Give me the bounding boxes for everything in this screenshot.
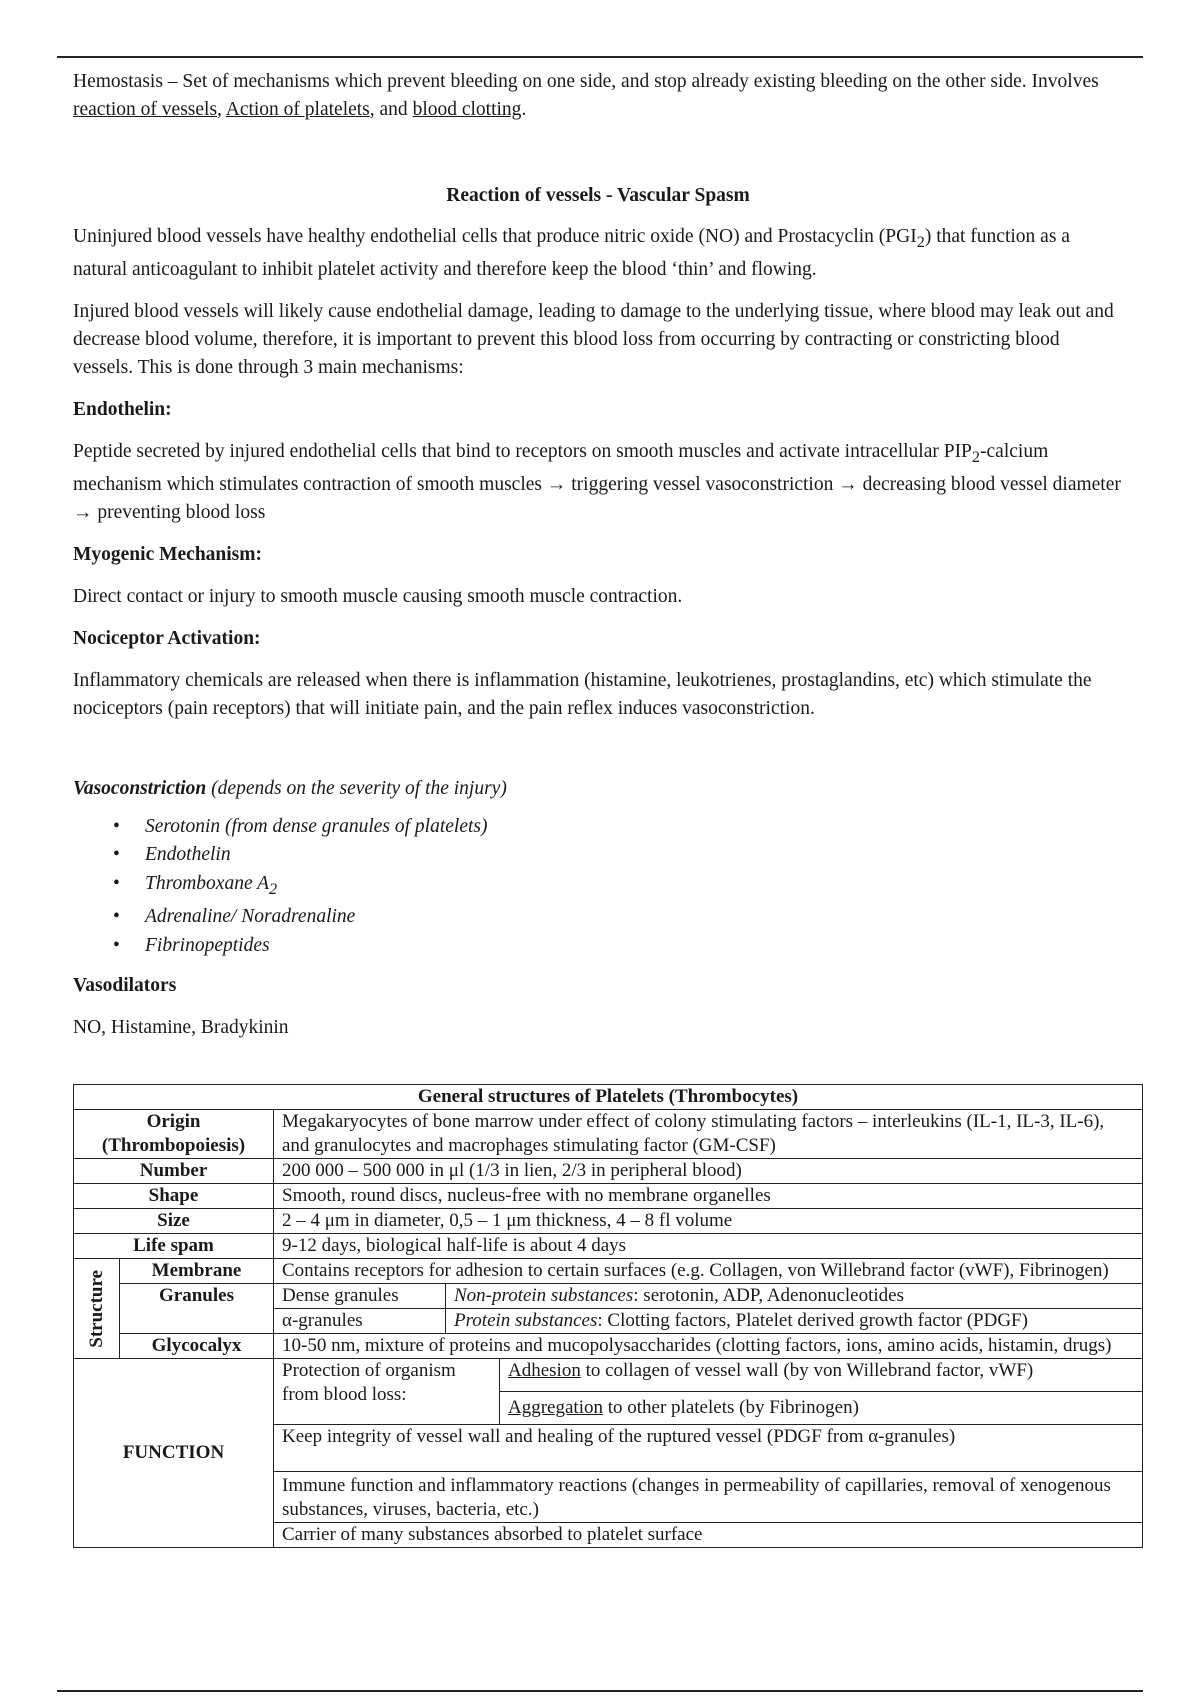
table-title: General structures of Platelets (Thrombocytes)	[74, 1085, 1143, 1110]
adhesion-text: to collagen of vessel wall (by von Willebrand factor, vWF)	[580, 1360, 1034, 1381]
endothelin-paragraph	[73, 438, 1123, 527]
vasoconstrictor-list	[73, 813, 1123, 960]
function-label: FUNCTION	[74, 1359, 274, 1548]
intro-underlined-action-of-platelets: Action of platelets	[225, 99, 370, 120]
vasoconstriction-title: Vasoconstriction	[73, 777, 207, 799]
vasodilators-heading: Vasodilators	[73, 975, 177, 997]
alpha-granules-text: : Clotting factors, Platelet derived growth factor (PDGF)	[597, 1310, 1028, 1331]
bullet-icon: •	[113, 815, 120, 837]
number-label: Number	[74, 1159, 274, 1184]
list-item	[113, 932, 1123, 961]
dense-granules-value	[446, 1284, 1143, 1309]
nociceptor-heading: Nociceptor Activation:	[73, 627, 261, 649]
section-title: Reaction of vessels - Vascular Spasm	[446, 185, 750, 206]
top-rule	[57, 56, 1143, 58]
list-item	[113, 813, 1123, 842]
structure-label-cell	[74, 1259, 120, 1359]
aggregation-underlined: Aggregation	[508, 1397, 603, 1418]
para1-subscript: 2	[916, 232, 925, 251]
bottom-rule	[57, 1690, 1143, 1692]
intro-text: Hemostasis – Set of mechanisms which prevent bleeding on one side, and stop already existing bleeding on the other side. Involves	[73, 71, 1099, 92]
endothelin-heading: Endothelin:	[73, 398, 172, 420]
dense-granules-label: Dense granules	[274, 1284, 446, 1309]
endothelin-text-b: -calcium mechanism which stimulates contraction of smooth muscles → triggering vessel vasoconstriction → decreasing blood vessel diameter → preventing blood loss	[73, 440, 1121, 523]
nociceptor-paragraph: Inflammatory chemicals are released when there is inflammation (histamine, leukotrienes, prostaglandins, etc) which stimulate the nociceptors (pain receptors) that will initiate pain, and the pain reflex induces vasoconstriction.	[73, 669, 1092, 719]
table-row	[74, 1284, 1143, 1309]
intro-underlined-blood-clotting: blood clotting	[412, 99, 522, 120]
list-item-text: Thromboxane A	[145, 872, 270, 894]
list-item	[113, 841, 1123, 870]
membrane-value: Contains receptors for adhesion to certain surfaces (e.g. Collagen, von Willebrand factor (vWF), Fibrinogen)	[274, 1259, 1143, 1284]
carrier-cell: Carrier of many substances absorbed to platelet surface	[274, 1523, 1143, 1548]
vasoconstriction-heading	[73, 775, 1123, 803]
protection-cell: Protection of organism from blood loss:	[274, 1359, 500, 1425]
origin-label: Origin (Thrombopoiesis)	[74, 1110, 274, 1159]
alpha-granules-emphasis: Protein substances	[454, 1310, 598, 1331]
platelet-structure-table	[73, 1084, 1143, 1548]
table-row	[74, 1110, 1143, 1159]
origin-value: Megakaryocytes of bone marrow under effect of colony stimulating factors – interleukins (IL-1, IL-3, IL-6), and granulocytes and macrophages stimulating factor (GM-CSF)	[274, 1110, 1143, 1159]
life-span-value: 9-12 days, biological half-life is about 4 days	[274, 1234, 1143, 1259]
myogenic-heading: Myogenic Mechanism:	[73, 543, 263, 565]
endothelin-text-a: Peptide secreted by injured endothelial cells that bind to receptors on smooth muscles and activate intracellular PIP	[73, 440, 972, 462]
table-row	[74, 1259, 1143, 1284]
list-item	[113, 903, 1123, 932]
life-span-label: Life spam	[74, 1234, 274, 1259]
table-row	[74, 1184, 1143, 1209]
para1-text-a: Uninjured blood vessels have healthy endothelial cells that produce nitric oxide (NO) and Prostacyclin (PGI	[73, 226, 917, 247]
aggregation-text: to other platelets (by Fibrinogen)	[602, 1397, 859, 1418]
aggregation-cell	[500, 1392, 1143, 1425]
glycocalyx-label: Glycocalyx	[120, 1334, 274, 1359]
table-row	[74, 1159, 1143, 1184]
list-item-text: Serotonin (from dense granules of platelets)	[145, 815, 488, 837]
list-item	[113, 870, 1123, 903]
vasoconstriction-note: (depends on the severity of the injury)	[206, 777, 507, 799]
vasodilators-list: NO, Histamine, Bradykinin	[73, 1017, 289, 1039]
list-item-text: Fibrinopeptides	[145, 934, 270, 956]
table-row	[74, 1334, 1143, 1359]
bullet-icon: •	[113, 844, 120, 866]
number-value: 200 000 – 500 000 in μl (1/3 in lien, 2/3 in peripheral blood)	[274, 1159, 1143, 1184]
granules-label: Granules	[120, 1284, 274, 1334]
adhesion-cell	[500, 1359, 1143, 1392]
bullet-icon: •	[113, 872, 120, 894]
size-value: 2 – 4 μm in diameter, 0,5 – 1 μm thickness, 4 – 8 fl volume	[274, 1209, 1143, 1234]
structure-label: Structure	[85, 1269, 107, 1348]
endothelin-subscript: 2	[971, 447, 981, 466]
shape-label: Shape	[74, 1184, 274, 1209]
intro-underlined-reaction-of-vessels: reaction of vessels	[73, 99, 218, 120]
table-row	[74, 1359, 1143, 1392]
adhesion-underlined: Adhesion	[508, 1360, 581, 1381]
table-row	[74, 1209, 1143, 1234]
size-label: Size	[74, 1209, 274, 1234]
bullet-icon: •	[113, 906, 120, 928]
table-row	[74, 1085, 1143, 1110]
intro-separator: , and	[369, 99, 413, 120]
glycocalyx-value: 10-50 nm, mixture of proteins and mucopolysaccharides (clotting factors, ions, amino acids, histamin, drugs)	[274, 1334, 1143, 1359]
list-item-subscript: 2	[269, 879, 278, 898]
intro-paragraph	[73, 68, 1123, 124]
membrane-label: Membrane	[120, 1259, 274, 1284]
integrity-cell: Keep integrity of vessel wall and healing of the ruptured vessel (PDGF from α-granules)	[274, 1425, 1143, 1472]
table-row	[74, 1234, 1143, 1259]
intro-end: .	[521, 99, 527, 120]
immune-cell: Immune function and inflammatory reactions (changes in permeability of capillaries, removal of xenogenous substances, viruses, bacteria, etc.)	[274, 1472, 1143, 1523]
myogenic-paragraph: Direct contact or injury to smooth muscle causing smooth muscle contraction.	[73, 585, 683, 607]
injured-vessels-paragraph: Injured blood vessels will likely cause endothelial damage, leading to damage to the underlying tissue, where blood may leak out and decrease blood volume, therefore, it is important to prevent this blood loss from occurring by contracting or constricting blood vessels. This is done through 3 main mechanisms:	[73, 300, 1114, 378]
intro-separator: ,	[217, 99, 226, 120]
dense-granules-emphasis: Non-protein substances	[454, 1285, 634, 1306]
para1-text-b: ) that function as a natural anticoagulant to inhibit platelet activity and therefore keep the blood ‘thin’ and flowing.	[73, 226, 1070, 280]
document-body	[73, 68, 1123, 1051]
list-item-text: Endothelin	[145, 844, 231, 866]
spacer	[73, 737, 1123, 775]
shape-value: Smooth, round discs, nucleus-free with no membrane organelles	[274, 1184, 1143, 1209]
uninjured-vessels-paragraph	[73, 223, 1123, 284]
dense-granules-text: : serotonin, ADP, Adenonucleotides	[633, 1285, 904, 1306]
alpha-granules-label: α-granules	[274, 1309, 446, 1334]
bullet-icon: •	[113, 934, 120, 956]
alpha-granules-value	[446, 1309, 1143, 1334]
list-item-text: Adrenaline/ Noradrenaline	[145, 906, 356, 928]
